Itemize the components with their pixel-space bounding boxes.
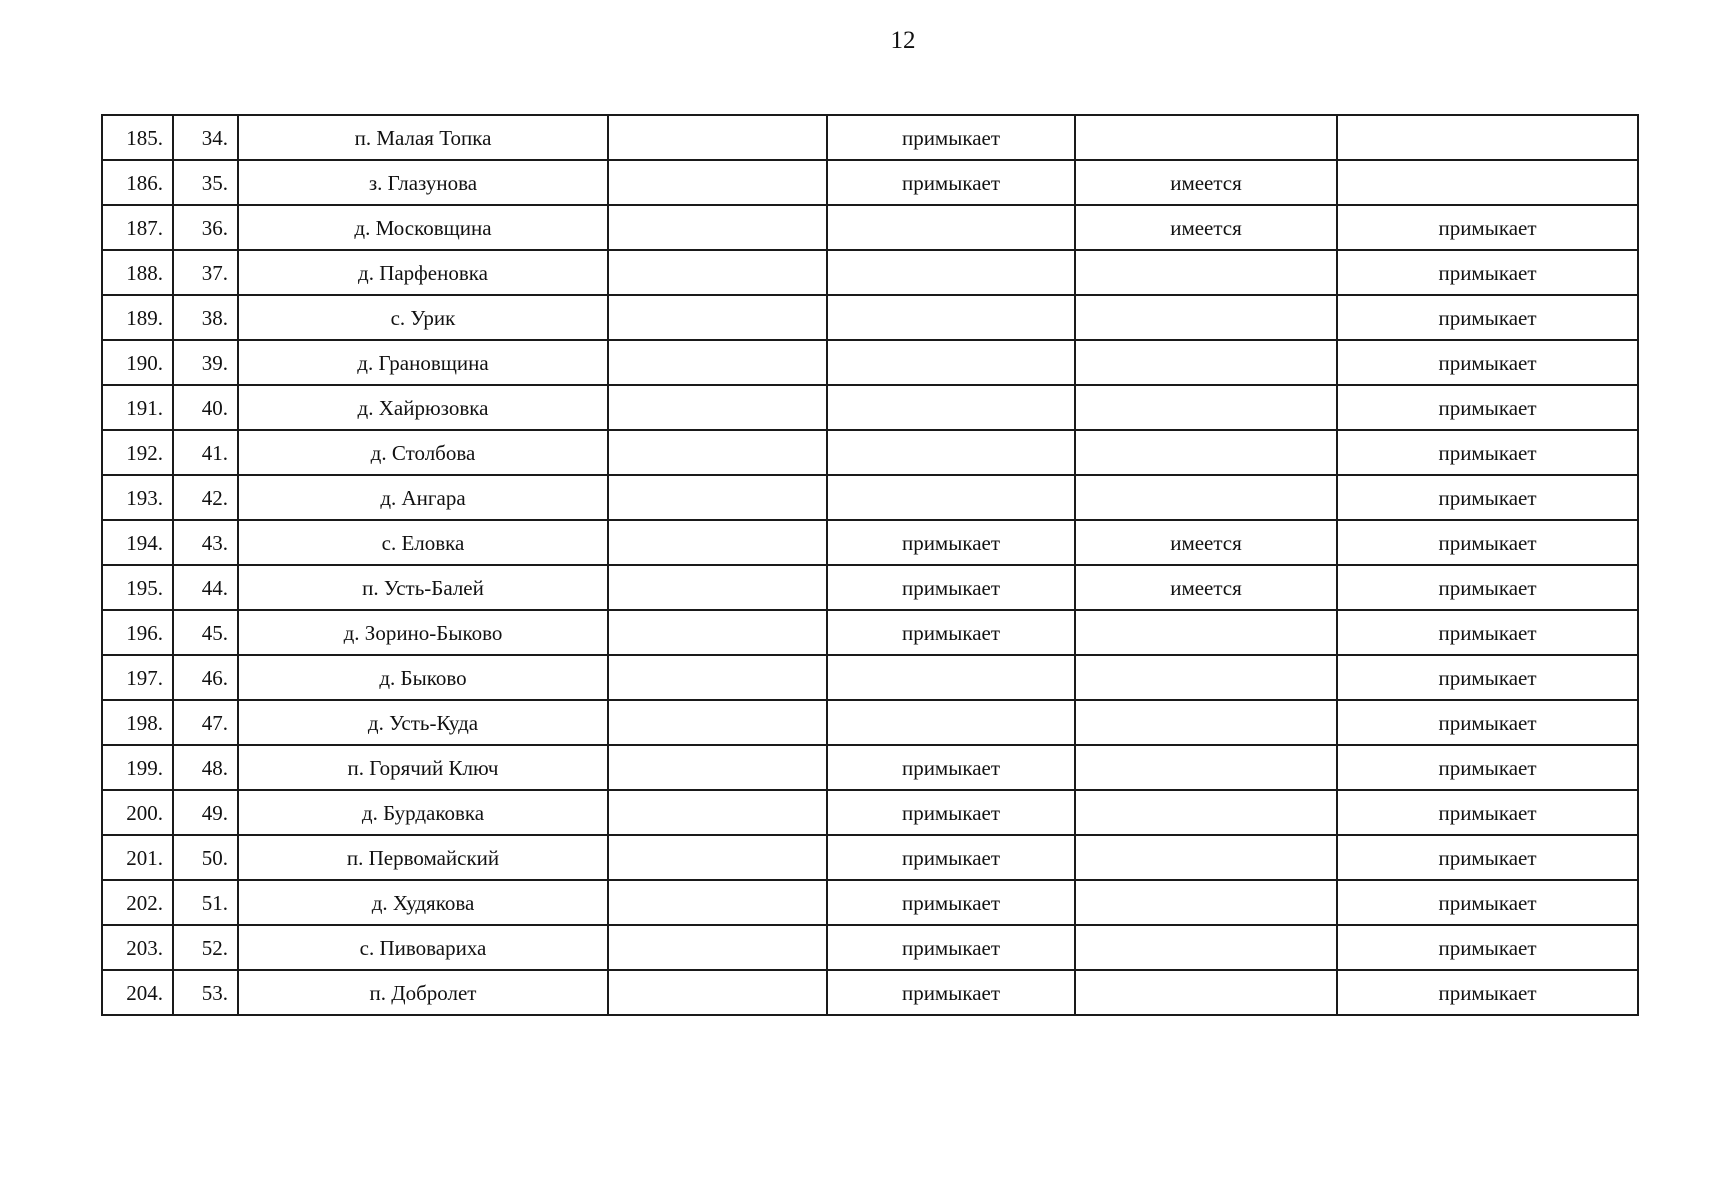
table-row xyxy=(102,430,1638,475)
column-7-cell: примыкает xyxy=(1337,745,1638,790)
table-row xyxy=(102,610,1638,655)
local-number-cell: 49. xyxy=(173,790,238,835)
column-7-cell: примыкает xyxy=(1337,700,1638,745)
settlement-name-cell: д. Столбова xyxy=(238,430,608,475)
settlement-name-cell: п. Добролет xyxy=(238,970,608,1015)
column-6-cell: имеется xyxy=(1075,205,1337,250)
local-number-cell: 44. xyxy=(173,565,238,610)
column-4-cell xyxy=(608,520,827,565)
settlement-name-cell: д. Усть-Куда xyxy=(238,700,608,745)
column-7-cell: примыкает xyxy=(1337,205,1638,250)
column-7-cell: примыкает xyxy=(1337,880,1638,925)
table-row xyxy=(102,475,1638,520)
table-row xyxy=(102,565,1638,610)
column-6-cell: имеется xyxy=(1075,565,1337,610)
column-5-cell xyxy=(827,655,1075,700)
local-number-cell: 51. xyxy=(173,880,238,925)
table-body xyxy=(102,115,1638,1015)
column-4-cell xyxy=(608,205,827,250)
table-row xyxy=(102,295,1638,340)
table-row xyxy=(102,250,1638,295)
column-5-cell: примыкает xyxy=(827,880,1075,925)
row-number-cell: 187. xyxy=(102,205,173,250)
column-5-cell xyxy=(827,205,1075,250)
column-7-cell: примыкает xyxy=(1337,925,1638,970)
settlement-name-cell: д. Быково xyxy=(238,655,608,700)
row-number-cell: 196. xyxy=(102,610,173,655)
table-row xyxy=(102,115,1638,160)
column-4-cell xyxy=(608,745,827,790)
settlement-name-cell: д. Хайрюзовка xyxy=(238,385,608,430)
column-6-cell: имеется xyxy=(1075,520,1337,565)
column-5-cell xyxy=(827,295,1075,340)
column-5-cell: примыкает xyxy=(827,520,1075,565)
column-6-cell xyxy=(1075,610,1337,655)
row-number-cell: 189. xyxy=(102,295,173,340)
local-number-cell: 38. xyxy=(173,295,238,340)
local-number-cell: 53. xyxy=(173,970,238,1015)
column-7-cell: примыкает xyxy=(1337,610,1638,655)
table-row xyxy=(102,970,1638,1015)
local-number-cell: 46. xyxy=(173,655,238,700)
settlement-name-cell: д. Зорино-Быково xyxy=(238,610,608,655)
local-number-cell: 34. xyxy=(173,115,238,160)
column-6-cell: имеется xyxy=(1075,160,1337,205)
column-6-cell xyxy=(1075,655,1337,700)
row-number-cell: 197. xyxy=(102,655,173,700)
column-6-cell xyxy=(1075,295,1337,340)
table-row xyxy=(102,790,1638,835)
column-4-cell xyxy=(608,250,827,295)
table-row xyxy=(102,520,1638,565)
row-number-cell: 199. xyxy=(102,745,173,790)
column-7-cell: примыкает xyxy=(1337,970,1638,1015)
column-5-cell: примыкает xyxy=(827,610,1075,655)
row-number-cell: 195. xyxy=(102,565,173,610)
column-5-cell: примыкает xyxy=(827,565,1075,610)
column-6-cell xyxy=(1075,340,1337,385)
column-6-cell xyxy=(1075,835,1337,880)
column-4-cell xyxy=(608,385,827,430)
local-number-cell: 42. xyxy=(173,475,238,520)
column-6-cell xyxy=(1075,475,1337,520)
column-4-cell xyxy=(608,340,827,385)
settlements-table xyxy=(101,114,1639,1016)
column-4-cell xyxy=(608,790,827,835)
row-number-cell: 202. xyxy=(102,880,173,925)
column-5-cell xyxy=(827,250,1075,295)
row-number-cell: 193. xyxy=(102,475,173,520)
local-number-cell: 50. xyxy=(173,835,238,880)
column-5-cell: примыкает xyxy=(827,160,1075,205)
local-number-cell: 43. xyxy=(173,520,238,565)
table-row xyxy=(102,655,1638,700)
column-4-cell xyxy=(608,475,827,520)
column-7-cell: примыкает xyxy=(1337,340,1638,385)
settlement-name-cell: д. Ангара xyxy=(238,475,608,520)
settlement-name-cell: с. Урик xyxy=(238,295,608,340)
column-7-cell: примыкает xyxy=(1337,520,1638,565)
row-number-cell: 204. xyxy=(102,970,173,1015)
table-row xyxy=(102,880,1638,925)
table-row xyxy=(102,745,1638,790)
column-4-cell xyxy=(608,430,827,475)
row-number-cell: 192. xyxy=(102,430,173,475)
table-row xyxy=(102,160,1638,205)
column-4-cell xyxy=(608,160,827,205)
row-number-cell: 191. xyxy=(102,385,173,430)
local-number-cell: 52. xyxy=(173,925,238,970)
row-number-cell: 188. xyxy=(102,250,173,295)
column-7-cell: примыкает xyxy=(1337,430,1638,475)
column-7-cell: примыкает xyxy=(1337,295,1638,340)
local-number-cell: 36. xyxy=(173,205,238,250)
table-row xyxy=(102,340,1638,385)
settlement-name-cell: п. Усть-Балей xyxy=(238,565,608,610)
column-6-cell xyxy=(1075,115,1337,160)
column-7-cell: примыкает xyxy=(1337,385,1638,430)
column-4-cell xyxy=(608,970,827,1015)
column-6-cell xyxy=(1075,700,1337,745)
column-5-cell: примыкает xyxy=(827,970,1075,1015)
column-7-cell: примыкает xyxy=(1337,250,1638,295)
row-number-cell: 198. xyxy=(102,700,173,745)
column-7-cell: примыкает xyxy=(1337,565,1638,610)
column-4-cell xyxy=(608,115,827,160)
settlement-name-cell: з. Глазунова xyxy=(238,160,608,205)
column-5-cell xyxy=(827,340,1075,385)
table-row xyxy=(102,205,1638,250)
row-number-cell: 186. xyxy=(102,160,173,205)
column-5-cell xyxy=(827,700,1075,745)
column-6-cell xyxy=(1075,250,1337,295)
settlement-name-cell: с. Пивовариха xyxy=(238,925,608,970)
column-5-cell: примыкает xyxy=(827,835,1075,880)
column-7-cell: примыкает xyxy=(1337,475,1638,520)
local-number-cell: 35. xyxy=(173,160,238,205)
settlement-name-cell: д. Бурдаковка xyxy=(238,790,608,835)
settlement-name-cell: п. Первомайский xyxy=(238,835,608,880)
column-5-cell: примыкает xyxy=(827,790,1075,835)
column-7-cell xyxy=(1337,160,1638,205)
row-number-cell: 194. xyxy=(102,520,173,565)
column-6-cell xyxy=(1075,790,1337,835)
settlement-name-cell: д. Парфеновка xyxy=(238,250,608,295)
column-4-cell xyxy=(608,880,827,925)
local-number-cell: 40. xyxy=(173,385,238,430)
row-number-cell: 200. xyxy=(102,790,173,835)
settlement-name-cell: п. Горячий Ключ xyxy=(238,745,608,790)
column-5-cell: примыкает xyxy=(827,115,1075,160)
table-row xyxy=(102,835,1638,880)
column-5-cell: примыкает xyxy=(827,925,1075,970)
column-7-cell: примыкает xyxy=(1337,790,1638,835)
table-row xyxy=(102,700,1638,745)
row-number-cell: 190. xyxy=(102,340,173,385)
column-4-cell xyxy=(608,295,827,340)
column-6-cell xyxy=(1075,745,1337,790)
column-6-cell xyxy=(1075,880,1337,925)
row-number-cell: 201. xyxy=(102,835,173,880)
column-7-cell: примыкает xyxy=(1337,655,1638,700)
local-number-cell: 45. xyxy=(173,610,238,655)
column-6-cell xyxy=(1075,430,1337,475)
settlement-name-cell: д. Грановщина xyxy=(238,340,608,385)
column-5-cell xyxy=(827,430,1075,475)
column-6-cell xyxy=(1075,925,1337,970)
column-4-cell xyxy=(608,565,827,610)
local-number-cell: 48. xyxy=(173,745,238,790)
table-row xyxy=(102,385,1638,430)
row-number-cell: 185. xyxy=(102,115,173,160)
column-6-cell xyxy=(1075,385,1337,430)
local-number-cell: 37. xyxy=(173,250,238,295)
row-number-cell: 203. xyxy=(102,925,173,970)
column-4-cell xyxy=(608,835,827,880)
settlement-name-cell: д. Худякова xyxy=(238,880,608,925)
column-7-cell: примыкает xyxy=(1337,835,1638,880)
column-5-cell xyxy=(827,475,1075,520)
table-row xyxy=(102,925,1638,970)
column-4-cell xyxy=(608,610,827,655)
page-number: 12 xyxy=(890,27,916,54)
column-5-cell: примыкает xyxy=(827,745,1075,790)
column-4-cell xyxy=(608,655,827,700)
settlement-name-cell: с. Еловка xyxy=(238,520,608,565)
local-number-cell: 41. xyxy=(173,430,238,475)
column-4-cell xyxy=(608,700,827,745)
column-4-cell xyxy=(608,925,827,970)
local-number-cell: 39. xyxy=(173,340,238,385)
local-number-cell: 47. xyxy=(173,700,238,745)
column-6-cell xyxy=(1075,970,1337,1015)
column-5-cell xyxy=(827,385,1075,430)
column-7-cell xyxy=(1337,115,1638,160)
settlement-name-cell: д. Московщина xyxy=(238,205,608,250)
settlement-name-cell: п. Малая Топка xyxy=(238,115,608,160)
